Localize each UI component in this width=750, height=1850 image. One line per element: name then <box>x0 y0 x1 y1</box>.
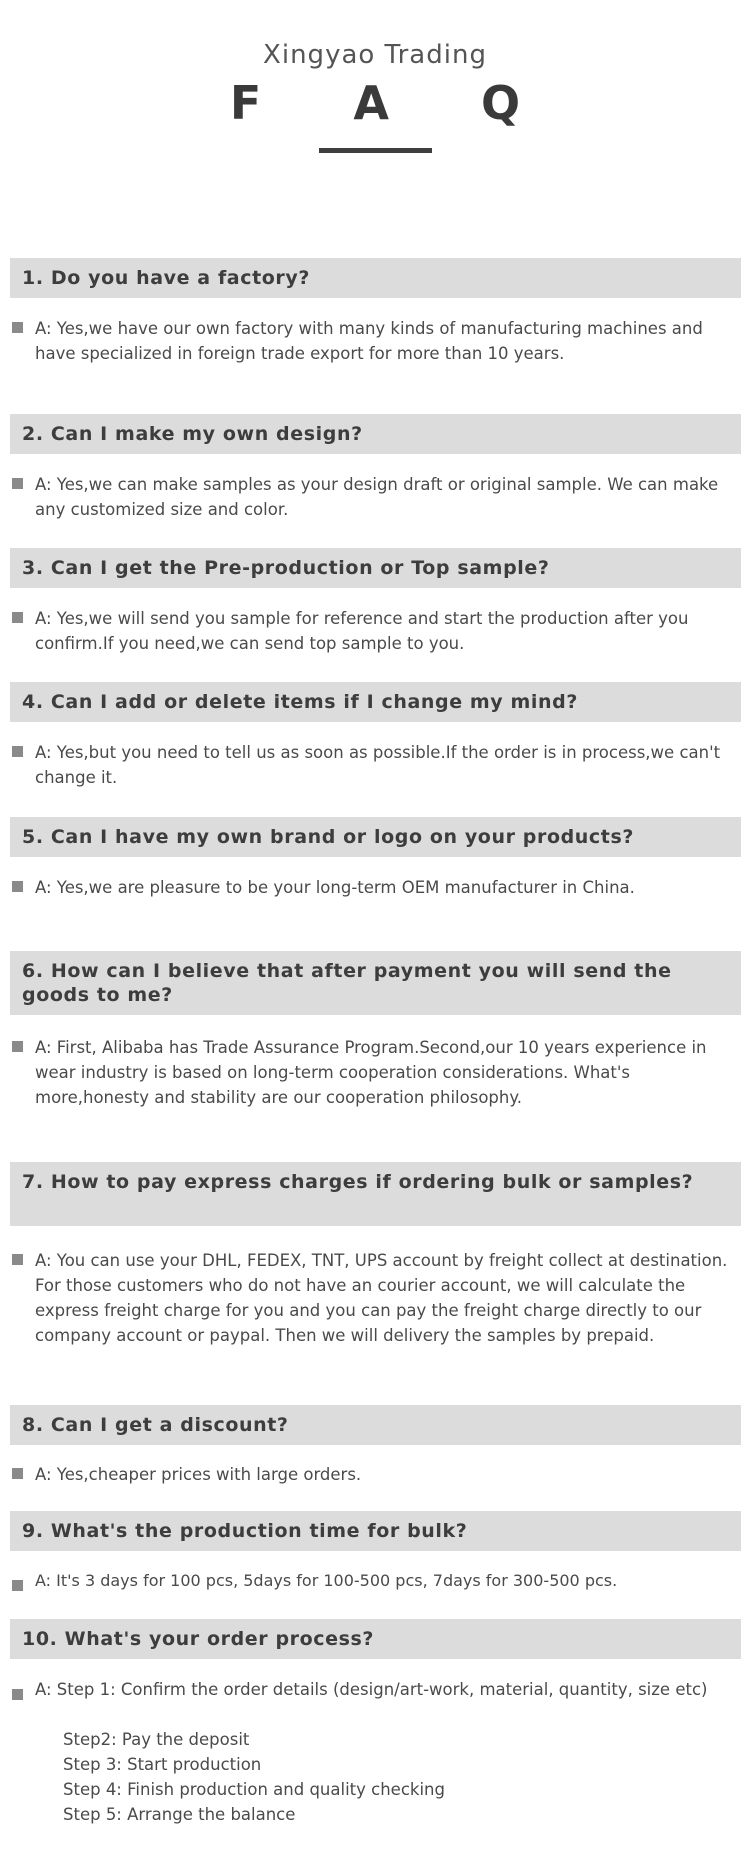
faq-question: 10. What's your order process? <box>22 1628 375 1650</box>
faq-answer <box>10 1248 741 1373</box>
bullet-square-icon <box>12 881 23 892</box>
faq-answer-text: A: Yes,we will send you sample for reference and start the production after you confirm.If you need,we can send top sample to you. <box>35 609 689 653</box>
faq-question: 4. Can I add or delete items if I change my mind? <box>22 691 578 713</box>
faq-answer <box>10 606 741 658</box>
faq-question: 2. Can I make my own design? <box>22 423 363 445</box>
faq-answer <box>10 740 741 792</box>
faq-answer <box>10 316 741 392</box>
faq-answer-text: A: You can use your DHL, FEDEX, TNT, UPS account by freight collect at destination. For those customers who do not have an courier account, we will calculate the express freight charge for you and you can pay the freight charge directly to our company account or paypal. Then we will delivery the samples by prepaid. <box>35 1251 728 1345</box>
faq-answer-text: A: Yes,cheaper prices with large orders. <box>35 1465 362 1484</box>
bullet-square-icon <box>12 1689 23 1700</box>
faq-question: 3. Can I get the Pre-production or Top sample? <box>22 557 550 579</box>
bullet-square-icon <box>12 322 23 333</box>
faq-answer <box>10 1035 741 1135</box>
bullet-square-icon <box>12 1041 23 1052</box>
faq-answer-text: A: First, Alibaba has Trade Assurance Program.Second,our 10 years experience in wear industry is based on long-term cooperation considerations. What's more,honesty and stability are our cooperation philosophy. <box>35 1038 707 1107</box>
title-underline <box>319 148 432 153</box>
faq-question: 9. What's the production time for bulk? <box>22 1520 468 1542</box>
order-step: Step2: Pay the deposit <box>63 1730 250 1749</box>
faq-question: 5. Can I have my own brand or logo on your products? <box>22 826 634 848</box>
bullet-square-icon <box>12 1580 23 1591</box>
faq-question-bar <box>10 258 741 298</box>
faq-answer <box>10 1462 741 1490</box>
faq-answer <box>10 1568 741 1596</box>
bullet-square-icon <box>12 478 23 489</box>
faq-answer-text: A: It's 3 days for 100 pcs, 5days for 100-500 pcs, 7days for 300-500 pcs. <box>35 1571 618 1590</box>
faq-question-bar <box>10 1619 741 1659</box>
page-title: F A Q <box>229 76 559 130</box>
faq-answer <box>10 1677 741 1827</box>
faq-question-bar <box>10 951 741 1015</box>
company-name: Xingyao Trading <box>263 40 487 70</box>
bullet-square-icon <box>12 612 23 623</box>
faq-answer <box>10 875 741 927</box>
bullet-square-icon <box>12 746 23 757</box>
order-step: Step 4: Finish production and quality checking <box>63 1780 445 1799</box>
faq-answer-text: A: Step 1: Confirm the order details (design/art-work, material, quantity, size etc) <box>35 1680 708 1699</box>
faq-question: 1. Do you have a factory? <box>22 267 311 289</box>
faq-question-bar <box>10 414 741 454</box>
page-header <box>0 0 750 170</box>
faq-question-bar <box>10 1405 741 1445</box>
faq-question-bar <box>10 1511 741 1551</box>
faq-question: 7. How to pay express charges if ordering bulk or samples? <box>22 1171 694 1193</box>
faq-question-bar <box>10 682 741 722</box>
faq-answer-text: A: Yes,but you need to tell us as soon as possible.If the order is in process,we can't change it. <box>35 743 721 787</box>
faq-answer-text: A: Yes,we can make samples as your design draft or original sample. We can make any customized size and color. <box>35 475 719 519</box>
faq-answer <box>10 472 741 524</box>
faq-question: 8. Can I get a discount? <box>22 1414 289 1436</box>
faq-question-bar <box>10 548 741 588</box>
bullet-square-icon <box>12 1468 23 1479</box>
faq-question: 6. How can I believe that after payment you will send the goods to me? <box>22 960 672 1006</box>
faq-answer-text: A: Yes,we have our own factory with many kinds of manufacturing machines and have specialized in foreign trade export for more than 10 years. <box>35 319 703 363</box>
order-step: Step 3: Start production <box>63 1755 262 1774</box>
faq-question-bar <box>10 817 741 857</box>
order-step: Step 5: Arrange the balance <box>63 1805 296 1824</box>
faq-question-bar <box>10 1162 741 1226</box>
bullet-square-icon <box>12 1254 23 1265</box>
faq-answer-text: A: Yes,we are pleasure to be your long-term OEM manufacturer in China. <box>35 878 635 897</box>
